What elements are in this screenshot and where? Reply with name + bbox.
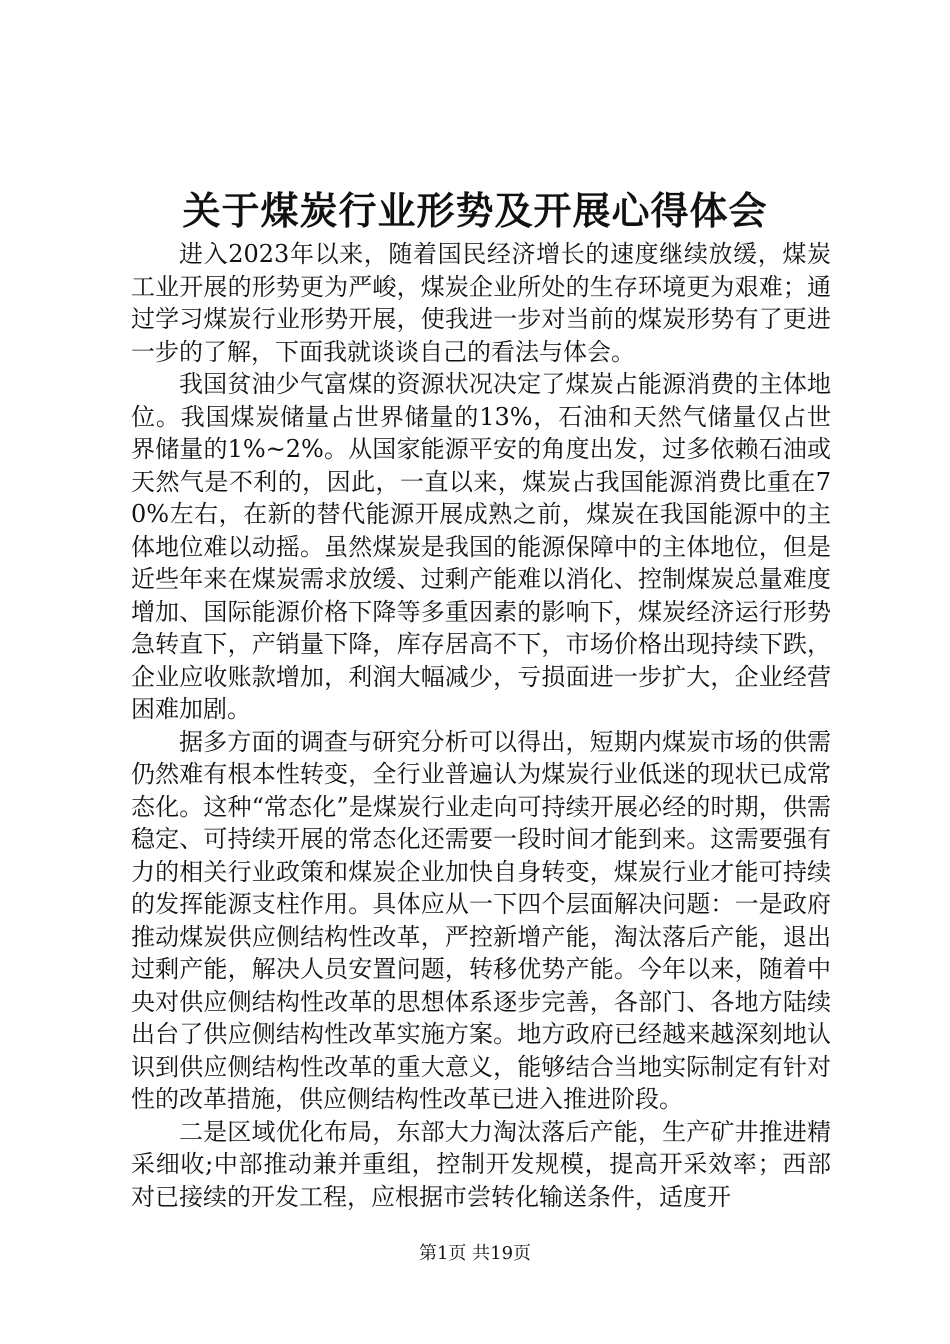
paragraph-intro: 进入2023年以来，随着国民经济增长的速度继续放缓，煤炭工业开展的形势更为严峻，煤炭企业所处的生存环境更为艰难；通过学习煤炭行业形势开展，使我进一步对当前的煤炭形势有了更进一步的了解，下面我就谈谈自己的看法与体会。 — [131, 240, 831, 366]
document-title: 关于煤炭行业形势及开展心得体会 — [182, 188, 768, 233]
document-body — [131, 238, 831, 1213]
paragraph-energy-structure: 我国贫油少气富煤的资源状况决定了煤炭占能源消费的主体地位。我国煤炭储量占世界储量的13%，石油和天然气储量仅占世界储量的1%~2%。从国家能源平安的角度出发，过多依赖石油或天然气是不利的，因此，一直以来，煤炭占我国能源消费比重在70%左右，在新的替代能源开展成熟之前，煤炭在我国能源中的主体地位难以动摇。虽然煤炭是我国的能源保障中的主体地位，但是近些年来在煤炭需求放缓、过剩产能难以消化、控制煤炭总量难度增加、国际能源价格下降等多重因素的影响下，煤炭经济运行形势急转直下，产销量下降，库存居高不下，市场价格出现持续下跌，企业应收账款增加，利润大幅减少，亏损面进一步扩大，企业经营困难加剧。 — [131, 370, 831, 723]
paragraph-regional-layout: 二是区域优化布局，东部大力淘汰落后产能，生产矿井推进精采细收;中部推动兼并重组，控制开发规模，提高开采效率；西部对已接续的开发工程，应根据市尝转化输送条件，适度开 — [131, 1117, 831, 1211]
page-number: 第1页 共19页 — [418, 1243, 532, 1264]
paragraph-market-analysis: 据多方面的调查与研究分析可以得出，短期内煤炭市场的供需仍然难有根本性转变，全行业普遍认为煤炭行业低迷的现状已成常态化。这种“常态化”是煤炭行业走向可持续开展必经的时期，供需稳定、可持续开展的常态化还需要一段时间才能到来。这需要强有力的相关行业政策和煤炭企业加快自身转变，煤炭行业才能可持续的发挥能源支柱作用。具体应从一下四个层面解决问题：一是政府推动煤炭供应侧结构性改革，严控新增产能，淘汰落后产能，退出过剩产能，解决人员安置问题，转移优势产能。今年以来，随着中央对供应侧结构性改革的思想体系逐步完善，各部门、各地方陆续出台了供应侧结构性改革实施方案。地方政府已经越来越深刻地认识到供应侧结构性改革的重大意义，能够结合当地实际制定有针对性的改革措施，供应侧结构性改革已进入推进阶段。 — [131, 727, 831, 1113]
